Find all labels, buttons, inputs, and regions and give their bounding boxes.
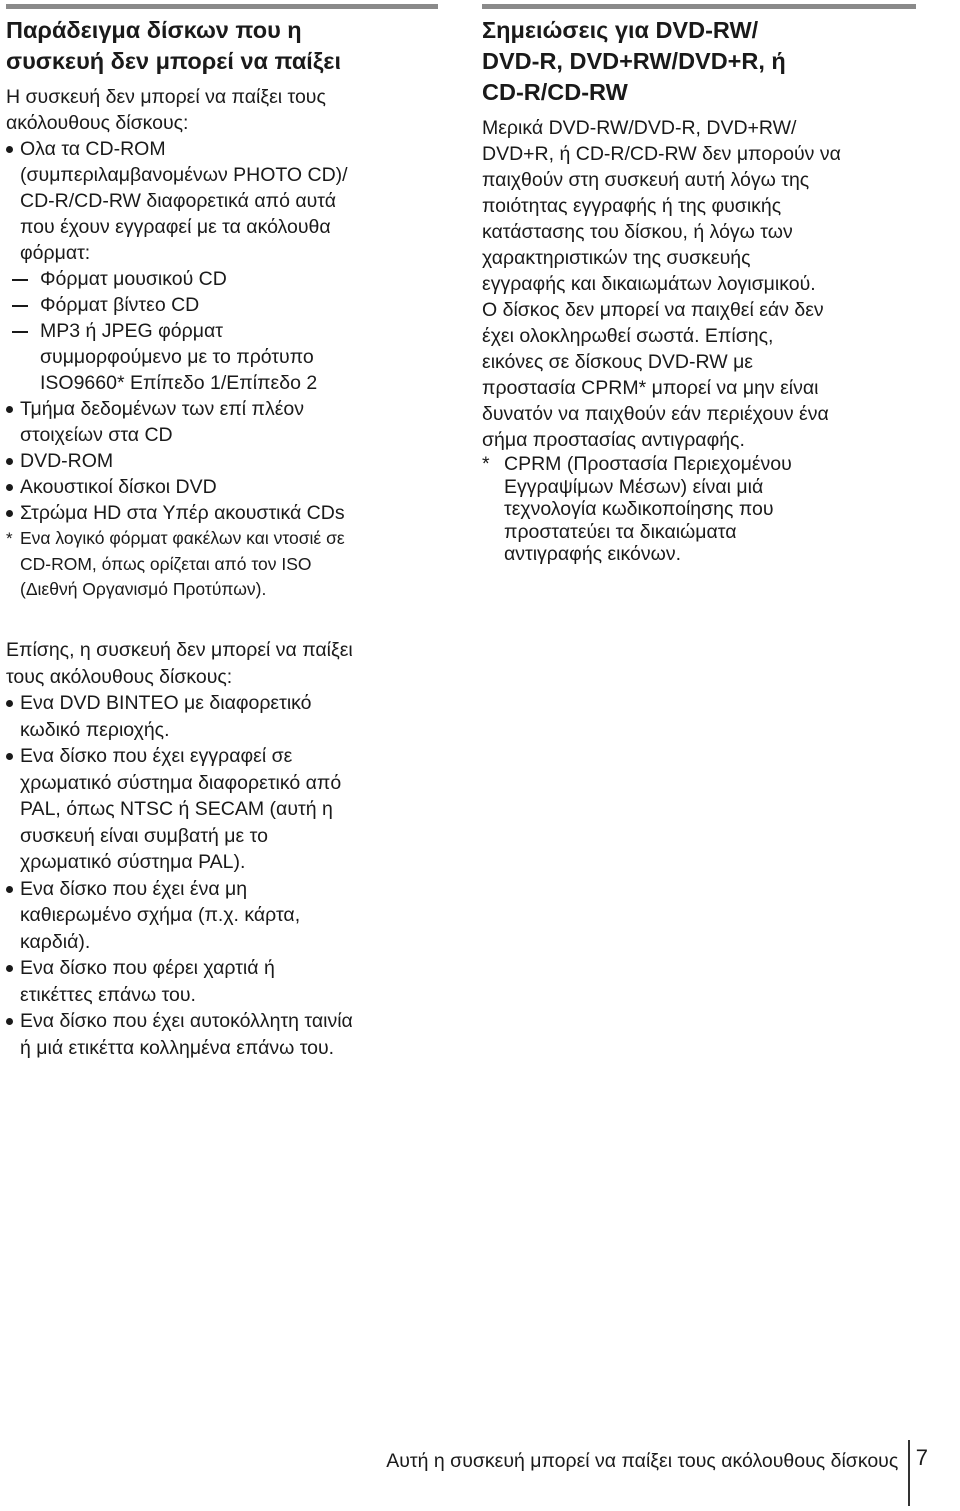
right-column — [482, 0, 916, 566]
list-item: Ενα δίσκο που έχει ένα μη καθιερωμένο σχήμα (π.χ. κάρτα, καρδιά). — [6, 876, 446, 956]
list-item: Τμήμα δεδομένων των επί πλέον στοιχείων στα CD — [6, 396, 438, 448]
list-item: Φόρματ βίντεο CD — [6, 292, 438, 318]
unplayable-list — [6, 136, 438, 266]
also-section — [6, 637, 446, 1061]
list-item: Ολα τα CD-ROM (συμπεριλαμβανομένων PHOTO CD)/ CD-R/CD-RW διαφορετικά από αυτά που έχουν εγγραφεί με τα ακόλουθα φόρματ: — [6, 136, 438, 266]
list-item: Στρώμα HD στα Υπέρ ακουστικά CDs — [6, 500, 438, 526]
footnote-marker: * — [482, 453, 490, 475]
page-footer — [386, 1443, 928, 1479]
section-bar — [6, 4, 438, 9]
list-item: Ενα δίσκο που έχει εγγραφεί σε χρωματικό σύστημα διαφορετικό από PAL, όπως NTSC ή SECAM (αυτή η συσκευή είναι συμβατή με το χρωματικό σύστημα PAL). — [6, 743, 446, 876]
list-item: Φόρματ μουσικού CD — [6, 266, 438, 292]
list-item: Ακουστικοί δίσκοι DVD — [6, 474, 438, 500]
list-item: DVD-ROM — [6, 448, 438, 474]
page-number: 7 — [915, 1445, 928, 1470]
list-item: Ενα DVD ΒΙΝΤΕΟ με διαφορετικό κωδικό περιοχής. — [6, 690, 446, 743]
right-body: Μερικά DVD-RW/DVD-R, DVD+RW/ DVD+R, ή CD-R/CD-RW δεν μπορούν να παιχθούν στη συσκευή αυτή λόγω της ποιότητας εγγραφής ή της φυσικής κατάστασης του δίσκου, ή λόγω των χαρακτηριστικών της συσκευής εγγραφής και δικαιωμάτων λογισμικού. Ο δίσκος δεν μπορεί να παιχθεί εάν δεν έχει ολοκληρωθεί σωστά. Επίσης, εικόνες σε δίσκους DVD-RW με προστασία CPRM* μπορεί να μην είναι δυνατόν να παιχθούν εάν περιέχουν ένα σήμα προστασίας αντιγραφής. — [482, 117, 841, 451]
list-item: MP3 ή JPEG φόρματ συμμορφούμενο με το πρότυπο ISO9660* Επίπεδο 1/Επίπεδο 2 — [6, 318, 438, 396]
right-heading: Σημειώσεις για DVD-RW/ DVD-R, DVD+RW/DVD+R, ή CD-R/CD-RW — [482, 17, 786, 105]
footer-section-title: Αυτή η συσκευή μπορεί να παίξει τους ακόλουθους δίσκους — [386, 1449, 899, 1472]
left-footnote: * Ενα λογικό φόρματ φακέλων και ντοσιέ σε CD-ROM, όπως ορίζεται από τον ISO (Διεθνή Οργανισμό Προτύπων). — [6, 528, 345, 599]
left-column — [6, 0, 438, 603]
format-sublist — [6, 266, 438, 396]
footnote-marker: * — [6, 529, 13, 548]
left-heading: Παράδειγμα δίσκων που η συσκευή δεν μπορεί να παίξει — [6, 17, 341, 74]
unplayable-list-rest — [6, 396, 438, 526]
list-item: Ενα δίσκο που φέρει χαρτιά ή ετικέττες επάνω του. — [6, 955, 446, 1008]
list-item: Ενα δίσκο που έχει αυτοκόλλητη ταινία ή μιά ετικέττα κολλημένα επάνω του. — [6, 1008, 446, 1061]
also-list — [6, 690, 446, 1061]
also-intro: Επίσης, η συσκευή δεν μπορεί να παίξει τους ακόλουθους δίσκους: — [6, 639, 353, 688]
right-footnote: * CPRM (Προστασία Περιεχομένου Εγγραψίμων Μέσων) είναι μιά τεχνολογία κωδικοποίησης που προστατεύει τα δικαιώματα αντιγραφής εικόνων. — [482, 453, 792, 565]
left-intro: Η συσκευή δεν μπορεί να παίξει τους ακόλουθους δίσκους: — [6, 86, 326, 134]
section-bar — [482, 4, 916, 9]
